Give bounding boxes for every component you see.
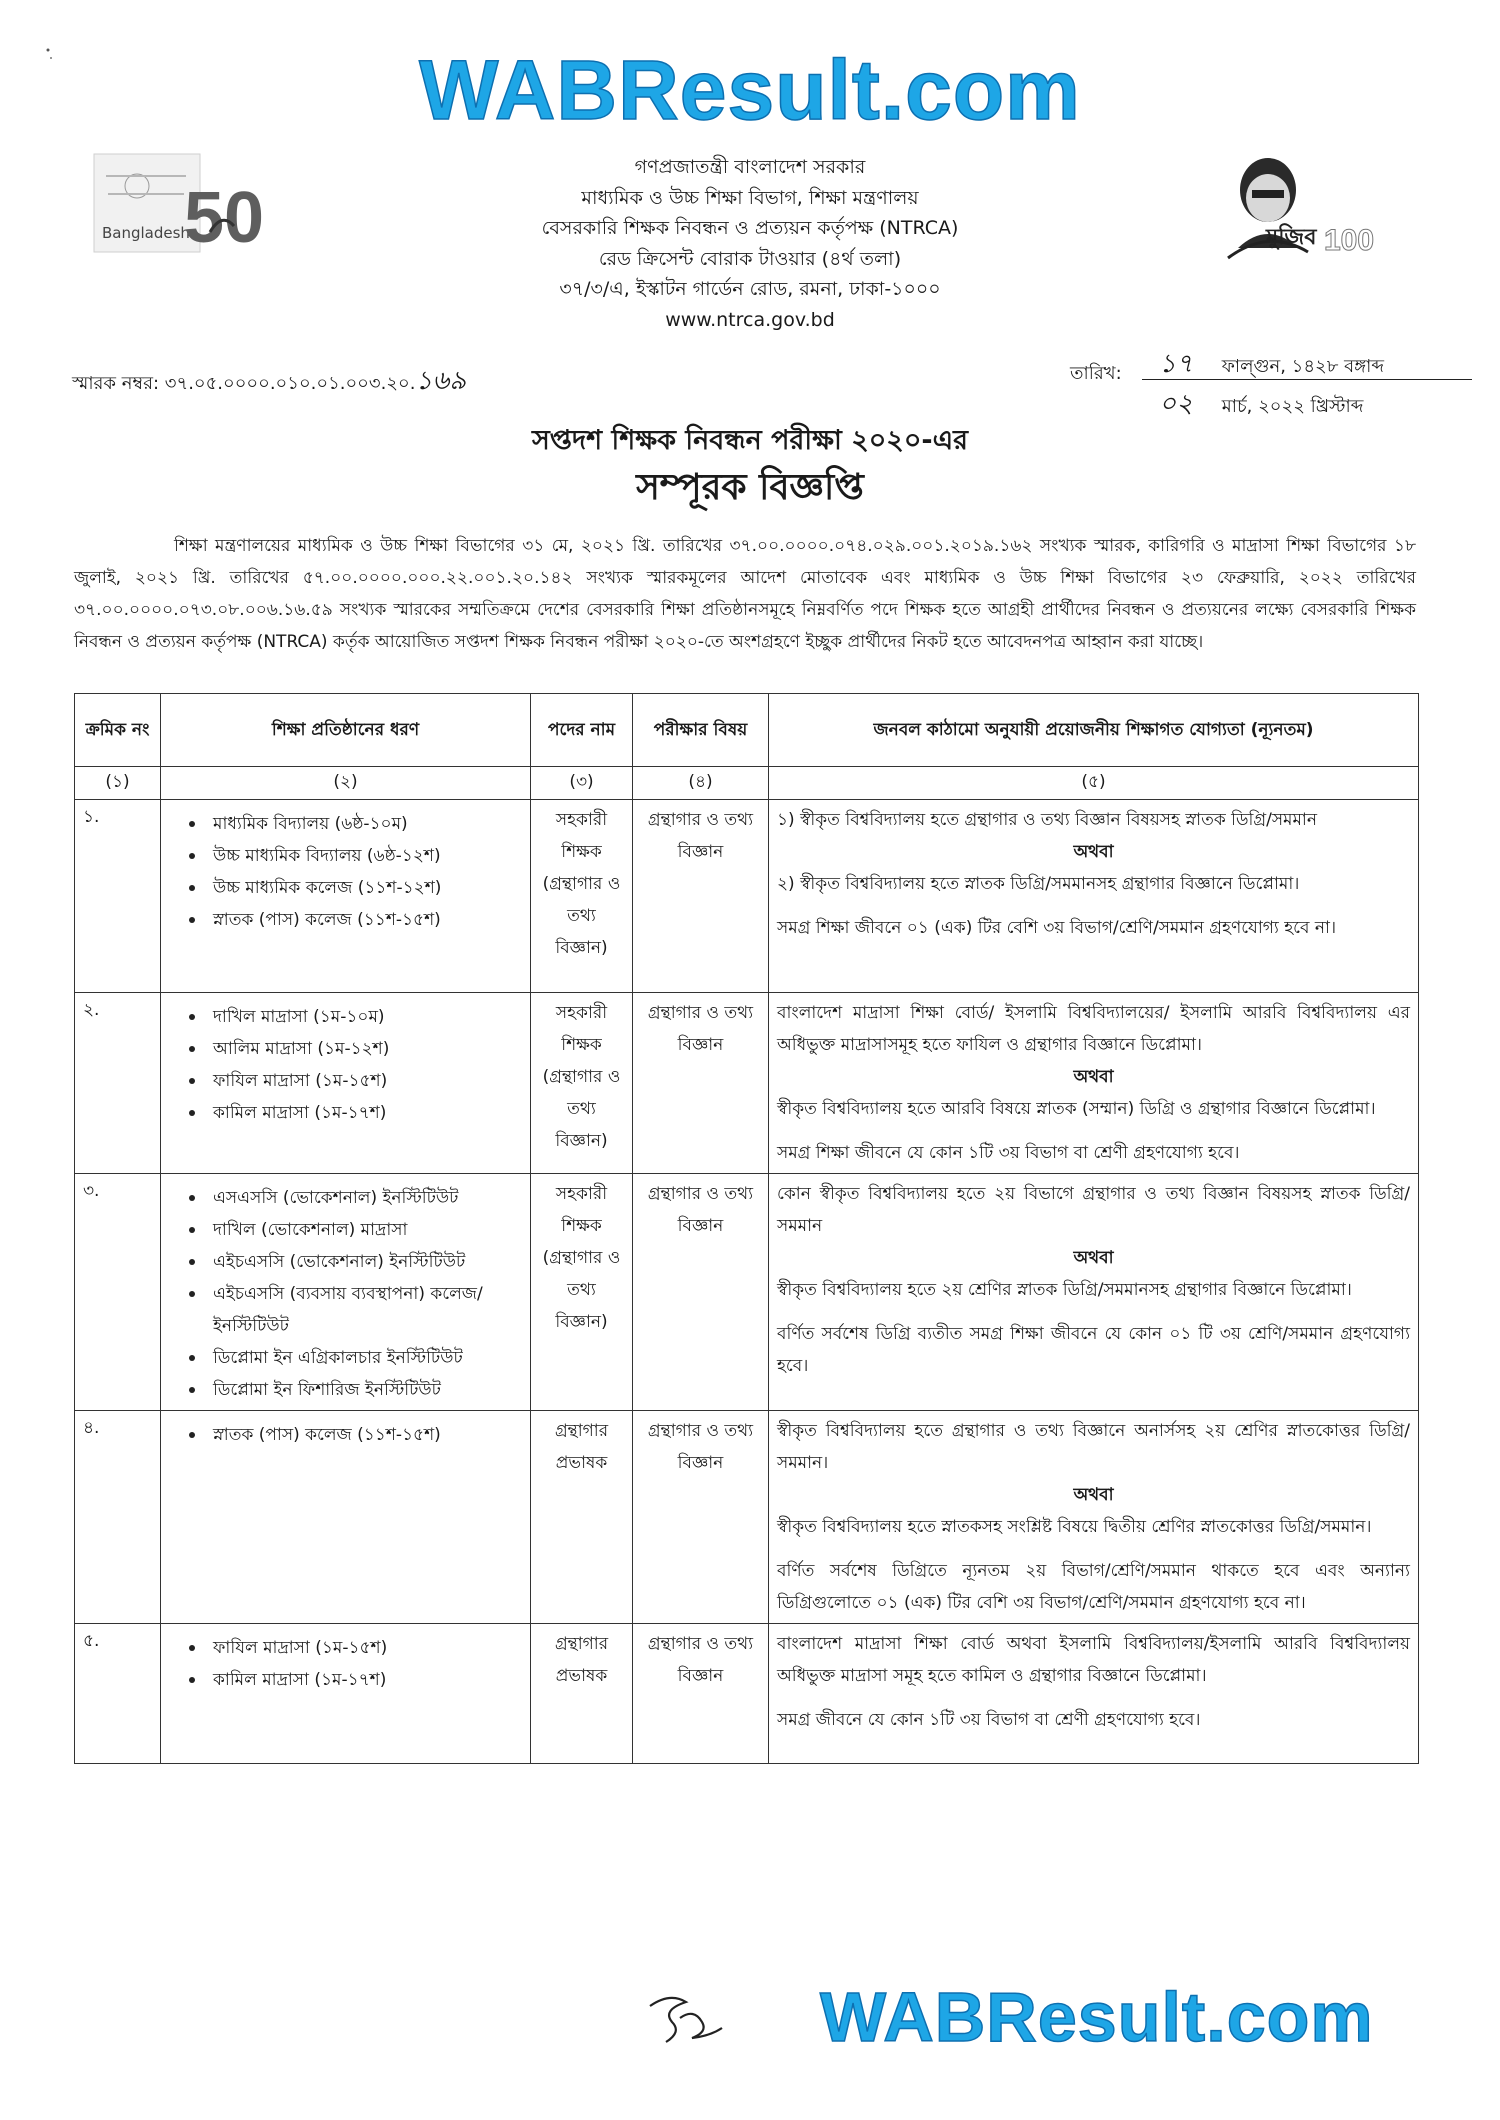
memo-handwritten: ১৬৯ xyxy=(415,366,467,396)
header-line-1: গণপ্রজাতন্ত্রী বাংলাদেশ সরকার xyxy=(634,156,866,178)
qualification-option-1: কোন স্বীকৃত বিশ্ববিদ্যালয় হতে ২য় বিভাগে গ্রন্থাগার ও তথ্য বিজ্ঞান বিষয়সহ স্নাতক ডিগ্রি/সমমান xyxy=(777,1184,1410,1236)
column-number: (৪) xyxy=(633,767,769,800)
institution-item: উচ্চ মাধ্যমিক বিদ্যালয় (৬ষ্ঠ-১২শ) xyxy=(209,840,522,872)
qualification-option-2: স্বীকৃত বিশ্ববিদ্যালয় হতে আরবি বিষয়ে স্নাতক (সম্মান) ডিগ্রি ও গ্রন্থাগার বিজ্ঞানে ডিপ্লোমা। xyxy=(777,1099,1376,1119)
institution-item: দাখিল মাদ্রাসা (১ম-১০ম) xyxy=(209,1001,522,1033)
or-label: অথবা xyxy=(1073,1067,1114,1087)
intro-paragraph: শিক্ষা মন্ত্রণালয়ের মাধ্যমিক ও উচ্চ শিক্ষা বিভাগের ৩১ মে, ২০২১ খ্রি. তারিখের ৩৭.০০.০০০০.০৭৪.০২৯.০০১.২০১৯.১৬২ সংখ্যক স্মারক, কারিগরি ও মাদ্রাসা শিক্ষা বিভাগের ১৮ জুলাই, ২০২১ খ্রি. তারিখের ৫৭.০০.০০০০.০০০.২২.০০১.২০.১৪২ সংখ্যক স্মারকমূলের আদেশ মোতাবেক এবং মাধ্যমিক ও উচ্চ শিক্ষা বিভাগের ২৩ ফেব্রুয়ারি, ২০২২ তারিখের ৩৭.০০.০০০০.০৭৩.০৮.০০৬.১৬.৫৯ সংখ্যক স্মারকের সম্মতিক্রমে দেশের বেসরকারি শিক্ষা প্রতিষ্ঠানসমূহে নিম্নবর্ণিত পদে শিক্ষক হতে আগ্রহী প্রার্থীদের নিবন্ধন ও প্রত্যয়নের লক্ষ্যে বেসরকারি শিক্ষক নিবন্ধন ও প্রত্যয়ন কর্তৃপক্ষ (NTRCA) কর্তৃক আয়োজিত সপ্তদশ শিক্ষক নিবন্ধন পরীক্ষা ২০২০-তে অংশগ্রহণে ইচ্ছুক প্রার্থীদের নিকট হতে আবেদনপত্র আহ্বান করা যাচ্ছে। xyxy=(74,536,1416,652)
header-line-2: মাধ্যমিক ও উচ্চ শিক্ষা বিভাগ, শিক্ষা মন্ত্রণালয় xyxy=(581,186,919,209)
memo-number xyxy=(72,360,466,404)
row-institutions xyxy=(161,800,531,993)
row-institutions xyxy=(161,1411,531,1624)
row-qualification xyxy=(769,993,1419,1174)
table-header-row xyxy=(75,694,1419,767)
row-subject: গ্রন্থাগার ও তথ্য বিজ্ঞান xyxy=(633,1174,769,1411)
institution-item: স্নাতক (পাস) কলেজ (১১শ-১৫শ) xyxy=(209,1419,522,1451)
row-post: সহকারী শিক্ষক (গ্রন্থাগার ও তথ্য বিজ্ঞান) xyxy=(531,1174,633,1411)
institution-item: ডিপ্লোমা ইন এগ্রিকালচার ইনস্টিটিউট xyxy=(209,1342,522,1374)
notice-title: সপ্তদশ শিক্ষক নিবন্ধন পরীক্ষা ২০২০-এর xyxy=(531,425,969,456)
or-label: অথবা xyxy=(1073,1248,1114,1268)
row-serial: ৪. xyxy=(75,1411,161,1624)
institution-item: স্নাতক (পাস) কলেজ (১১শ-১৫শ) xyxy=(209,904,522,936)
institution-item: দাখিল (ভোকেশনাল) মাদ্রাসা xyxy=(209,1214,522,1246)
date-divider xyxy=(1142,379,1472,380)
column-number: (৫) xyxy=(769,767,1419,800)
institution-item: উচ্চ মাধ্যমিক কলেজ (১১শ-১২শ) xyxy=(209,872,522,904)
memo-label: স্মারক নম্বর: ৩৭.০৫.০০০০.০১০.০১.০০৩.২০. xyxy=(72,373,416,394)
qualification-note: সমগ্র শিক্ষা জীবনে যে কোন ১টি ৩য় বিভাগ বা শ্রেণী গ্রহণযোগ্য হবে। xyxy=(777,1143,1240,1163)
logo-right-caption: মুজিব xyxy=(1266,225,1317,250)
signature xyxy=(640,1988,740,2048)
qualification-option-1: বাংলাদেশ মাদ্রাসা শিক্ষা বোর্ড অথবা ইসলামি বিশ্ববিদ্যালয়/ইসলামি আরবি বিশ্ববিদ্যালয় অধিভুক্ত মাদ্রাসা সমূহ হতে কামিল ও গ্রন্থাগার বিজ্ঞানে ডিপ্লোমা। xyxy=(777,1634,1410,1686)
header-line-5: ৩৭/৩/এ, ইস্কাটন গার্ডেন রোড, রমনা, ঢাকা-১০০০ xyxy=(559,278,941,300)
table-row xyxy=(75,1174,1419,1411)
qualification-option-2: স্বীকৃত বিশ্ববিদ্যালয় হতে স্নাতকসহ সংশ্লিষ্ট বিষয়ে দ্বিতীয় শ্রেণির স্নাতকোত্তর ডিগ্রি/সমমান। xyxy=(777,1517,1372,1537)
qualification-table xyxy=(74,693,1419,1764)
or-label: অথবা xyxy=(1073,1485,1114,1505)
table-row xyxy=(75,1411,1419,1624)
header-qualification: জনবল কাঠামো অনুযায়ী প্রয়োজনীয় শিক্ষাগত যোগ্যতা (ন্যূনতম) xyxy=(769,694,1419,767)
institution-item: ফাযিল মাদ্রাসা (১ম-১৫শ) xyxy=(209,1065,522,1097)
qualification-option-2: ২) স্বীকৃত বিশ্ববিদ্যালয় হতে স্নাতক ডিগ্রি/সমমানসহ গ্রন্থাগার বিজ্ঞানে ডিপ্লোমা। xyxy=(777,874,1300,894)
qualification-option-2: স্বীকৃত বিশ্ববিদ্যালয় হতে ২য় শ্রেণির স্নাতক ডিগ্রি/সমমানসহ গ্রন্থাগার বিজ্ঞানে ডিপ্লোমা। xyxy=(777,1280,1352,1300)
institution-item: এসএসসি (ভোকেশনাল) ইনস্টিটিউট xyxy=(209,1182,522,1214)
qualification-note: সমগ্র শিক্ষা জীবনে ০১ (এক) টির বেশি ৩য় বিভাগ/শ্রেণি/সমমান গ্রহণযোগ্য হবে না। xyxy=(777,918,1337,938)
row-serial: ১. xyxy=(75,800,161,993)
gregorian-day: ০২ xyxy=(1159,389,1193,419)
qualification-note: বর্ণিত সর্বশেষ ডিগ্রি ব্যতীত সমগ্র শিক্ষা জীবনে যে কোন ০১ টি ৩য় শ্রেণি/সমমান গ্রহণযোগ্য হবে। xyxy=(777,1324,1410,1376)
row-qualification xyxy=(769,1624,1419,1764)
institution-item: এইচএসসি (ব্যবসায় ব্যবস্থাপনা) কলেজ/ইনস্টিটিউট xyxy=(209,1278,522,1342)
row-subject: গ্রন্থাগার ও তথ্য বিজ্ঞান xyxy=(633,993,769,1174)
logo-right-number: 100 xyxy=(1324,224,1375,257)
header-institution-type: শিক্ষা প্রতিষ্ঠানের ধরণ xyxy=(161,694,531,767)
logo-left-number: 50 xyxy=(184,178,265,258)
qualification-option-1: ১) স্বীকৃত বিশ্ববিদ্যালয় হতে গ্রন্থাগার ও তথ্য বিজ্ঞান বিষয়সহ স্নাতক ডিগ্রি/সমমান xyxy=(777,810,1318,830)
institution-item: মাধ্যমিক বিদ্যালয় (৬ষ্ঠ-১০ম) xyxy=(209,808,522,840)
column-number: (২) xyxy=(161,767,531,800)
column-number: (১) xyxy=(75,767,161,800)
row-post: সহকারী শিক্ষক (গ্রন্থাগার ও তথ্য বিজ্ঞান) xyxy=(531,993,633,1174)
office-header xyxy=(0,152,1500,335)
header-line-4: রেড ক্রিসেন্ট বোরাক টাওয়ার (৪র্থ তলা) xyxy=(598,247,902,270)
institution-item: কামিল মাদ্রাসা (১ম-১৭শ) xyxy=(209,1097,522,1129)
institution-item: কামিল মাদ্রাসা (১ম-১৭শ) xyxy=(209,1664,522,1696)
institution-item: ডিপ্লোমা ইন ফিশারিজ ইনস্টিটিউট xyxy=(209,1374,522,1406)
institution-item: এইচএসসি (ভোকেশনাল) ইনস্টিটিউট xyxy=(209,1246,522,1278)
qualification-option-1: স্বীকৃত বিশ্ববিদ্যালয় হতে গ্রন্থাগার ও তথ্য বিজ্ঞানে অনার্সসহ ২য় শ্রেণির স্নাতকোত্তর ডিগ্রি/সমমান। xyxy=(777,1421,1410,1473)
row-institutions xyxy=(161,993,531,1174)
header-exam-subject: পরীক্ষার বিষয় xyxy=(633,694,769,767)
row-institutions xyxy=(161,1624,531,1764)
logo-left-caption: Bangladesh xyxy=(102,224,190,242)
table-row xyxy=(75,1624,1419,1764)
institution-item: ফাযিল মাদ্রাসা (১ম-১৫শ) xyxy=(209,1632,522,1664)
header-post-name: পদের নাম xyxy=(531,694,633,767)
row-subject: গ্রন্থাগার ও তথ্য বিজ্ঞান xyxy=(633,1411,769,1624)
row-qualification xyxy=(769,1411,1419,1624)
watermark-bottom: WABResult.com xyxy=(820,1978,1374,2056)
row-qualification xyxy=(769,800,1419,993)
row-subject: গ্রন্থাগার ও তথ্য বিজ্ঞান xyxy=(633,1624,769,1764)
watermark-top: WABResult.com xyxy=(419,43,1081,137)
row-post: গ্রন্থাগার প্রভাষক xyxy=(531,1411,633,1624)
row-serial: ৩. xyxy=(75,1174,161,1411)
bangla-day: ১৭ xyxy=(1159,349,1193,379)
header-website: www.ntrca.gov.bd xyxy=(665,308,835,331)
gregorian-month-year: মার্চ, ২০২২ খ্রিস্টাব্দ xyxy=(1221,396,1364,417)
date-label: তারিখ: xyxy=(1070,363,1122,384)
row-qualification xyxy=(769,1174,1419,1411)
qualification-option-1: বাংলাদেশ মাদ্রাসা শিক্ষা বোর্ড/ ইসলামি বিশ্ববিদ্যালয়ের/ ইসলামি আরবি বিশ্ববিদ্যালয় এর অধিভুক্ত মাদ্রাসাসমূহ হতে ফাযিল ও গ্রন্থাগার বিজ্ঞানে ডিপ্লোমা। xyxy=(777,1003,1410,1055)
row-post: সহকারী শিক্ষক (গ্রন্থাগার ও তথ্য বিজ্ঞান) xyxy=(531,800,633,993)
table-row xyxy=(75,800,1419,993)
bangla-date xyxy=(1136,343,1384,387)
header-line-3: বেসরকারি শিক্ষক নিবন্ধন ও প্রত্যয়ন কর্তৃপক্ষ (NTRCA) xyxy=(541,217,959,239)
institution-item: আলিম মাদ্রাসা (১ম-১২শ) xyxy=(209,1033,522,1065)
qualification-note: বর্ণিত সর্বশেষ ডিগ্রিতে ন্যূনতম ২য় বিভাগ/শ্রেণি/সমমান থাকতে হবে এবং অন্যান্য ডিগ্রিগুলোতে ০১ (এক) টির বেশি ৩য় বিভাগ/শ্রেণি/সমমান গ্রহণযোগ্য হবে না। xyxy=(777,1561,1410,1613)
column-number-row xyxy=(75,767,1419,800)
column-number: (৩) xyxy=(531,767,633,800)
qualification-note: সমগ্র জীবনে যে কোন ১টি ৩য় বিভাগ বা শ্রেণী গ্রহণযোগ্য হবে। xyxy=(777,1710,1201,1730)
table-row xyxy=(75,993,1419,1174)
row-serial: ২. xyxy=(75,993,161,1174)
bangla-month-year: ফাল্গুন, ১৪২৮ বঙ্গাব্দ xyxy=(1221,356,1384,377)
header-serial: ক্রমিক নং xyxy=(75,694,161,767)
or-label: অথবা xyxy=(1073,842,1114,862)
row-post: গ্রন্থাগার প্রভাষক xyxy=(531,1624,633,1764)
row-serial: ৫. xyxy=(75,1624,161,1764)
notice-subtitle: সম্পূরক বিজ্ঞপ্তি xyxy=(636,467,864,508)
row-subject: গ্রন্থাগার ও তথ্য বিজ্ঞান xyxy=(633,800,769,993)
row-institutions xyxy=(161,1174,531,1411)
